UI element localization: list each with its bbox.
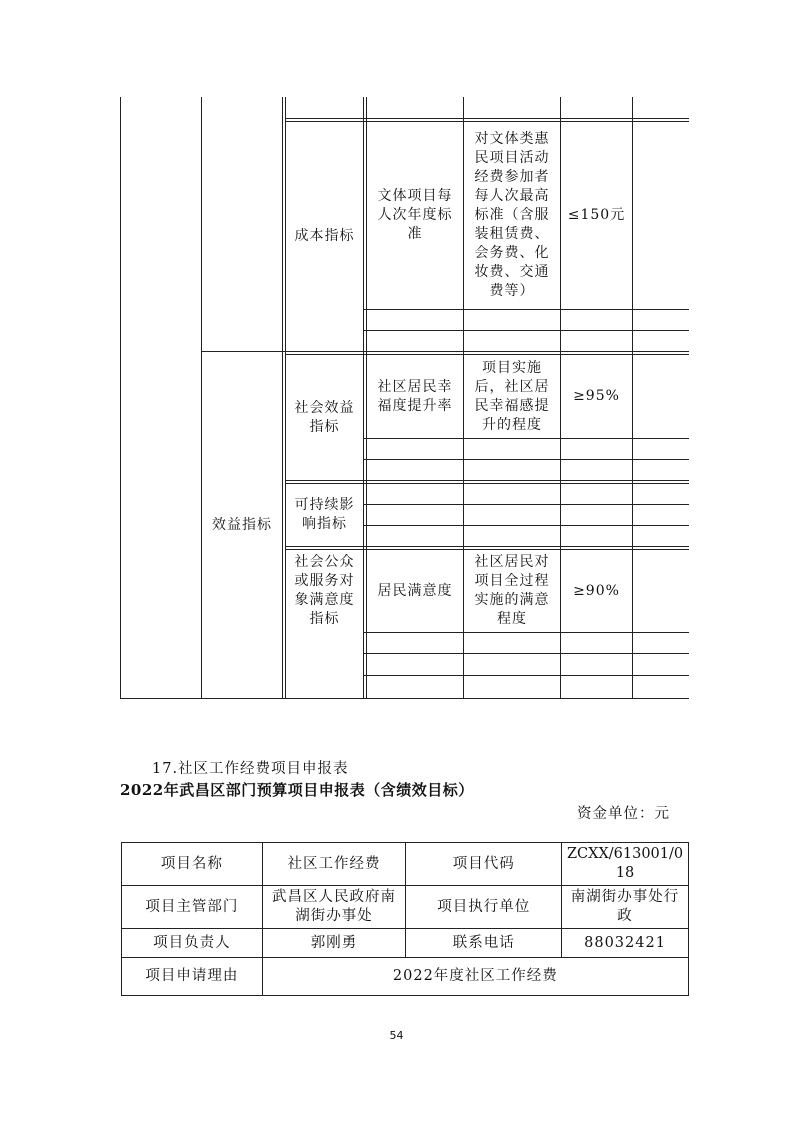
table-line (363, 309, 689, 310)
project-form-table (121, 842, 689, 996)
reason-label: 项目申请理由 (122, 958, 263, 996)
table-line (363, 632, 689, 633)
satisfaction-desc-cell: 社区居民对项目全过程实施的满意程度 (474, 554, 550, 627)
section-caption: 17.社区工作经费项目申报表 (152, 761, 349, 777)
table-line (632, 97, 633, 699)
social-value-cell: ≥95% (573, 388, 620, 404)
table-row (122, 843, 689, 886)
table-line (363, 504, 689, 505)
form-title: 2022年武昌区部门预算项目申报表（含绩效目标） (120, 781, 474, 799)
table-line (463, 97, 464, 699)
phone-label: 联系电话 (406, 929, 562, 958)
social-desc-cell: 项目实施后，社区居民幸福感提升的程度 (474, 359, 550, 433)
social-indicator-cell: 社区居民幸福度提升率 (377, 378, 453, 414)
phone-value: 88032421 (562, 929, 689, 958)
project-code-value: ZCXX/613001/018 (562, 843, 689, 886)
leader-label: 项目负责人 (122, 929, 263, 958)
exec-unit-value: 南湖街办事处行政 (562, 886, 689, 929)
project-code-label: 项目代码 (406, 843, 562, 886)
table-line (366, 97, 367, 699)
project-name-value: 社区工作经费 (262, 843, 406, 886)
satisfaction-value-cell: ≥90% (573, 582, 620, 599)
cost-value-cell: ≤150元 (567, 207, 626, 223)
dept-value: 武昌区人民政府南湖街办事处 (262, 886, 406, 929)
project-name-label: 项目名称 (122, 843, 263, 886)
table-line (363, 97, 364, 699)
sustain-category-cell: 可持续影响指标 (294, 497, 355, 532)
table-line (285, 118, 689, 119)
table-line (120, 97, 121, 699)
table-line (363, 459, 689, 460)
social-category-cell: 社会效益指标 (294, 399, 355, 435)
table-line (285, 546, 689, 547)
reason-value: 2022年度社区工作经费 (262, 958, 688, 996)
page-number: 54 (389, 1029, 404, 1042)
dept-label: 项目主管部门 (122, 886, 263, 929)
table-line (120, 698, 689, 699)
cost-desc-cell: 对文体类惠民项目活动经费参加者每人次最高标准（含服装租赁费、会务费、化妆费、交通费等） (474, 131, 550, 299)
table-row (122, 886, 689, 929)
satisfaction-category-cell: 社会公众或服务对象满意度指标 (294, 554, 355, 627)
table-line (363, 525, 689, 526)
table-line (363, 675, 689, 676)
table-row (122, 958, 689, 996)
table-line (363, 438, 689, 439)
level1-benefit-cell: 效益指标 (212, 516, 272, 533)
table-line (363, 330, 689, 331)
table-line (285, 480, 689, 481)
satisfaction-indicator-cell: 居民满意度 (377, 582, 453, 599)
table-line (282, 97, 283, 699)
unit-note: 资金单位：元 (577, 806, 670, 822)
cost-indicator-cell: 文体项目每人次年度标准 (377, 188, 453, 242)
table-line (363, 653, 689, 654)
leader-value: 郭刚勇 (262, 929, 406, 958)
exec-unit-label: 项目执行单位 (406, 886, 562, 929)
table-row (122, 929, 689, 958)
cost-category-cell: 成本指标 (294, 228, 355, 244)
